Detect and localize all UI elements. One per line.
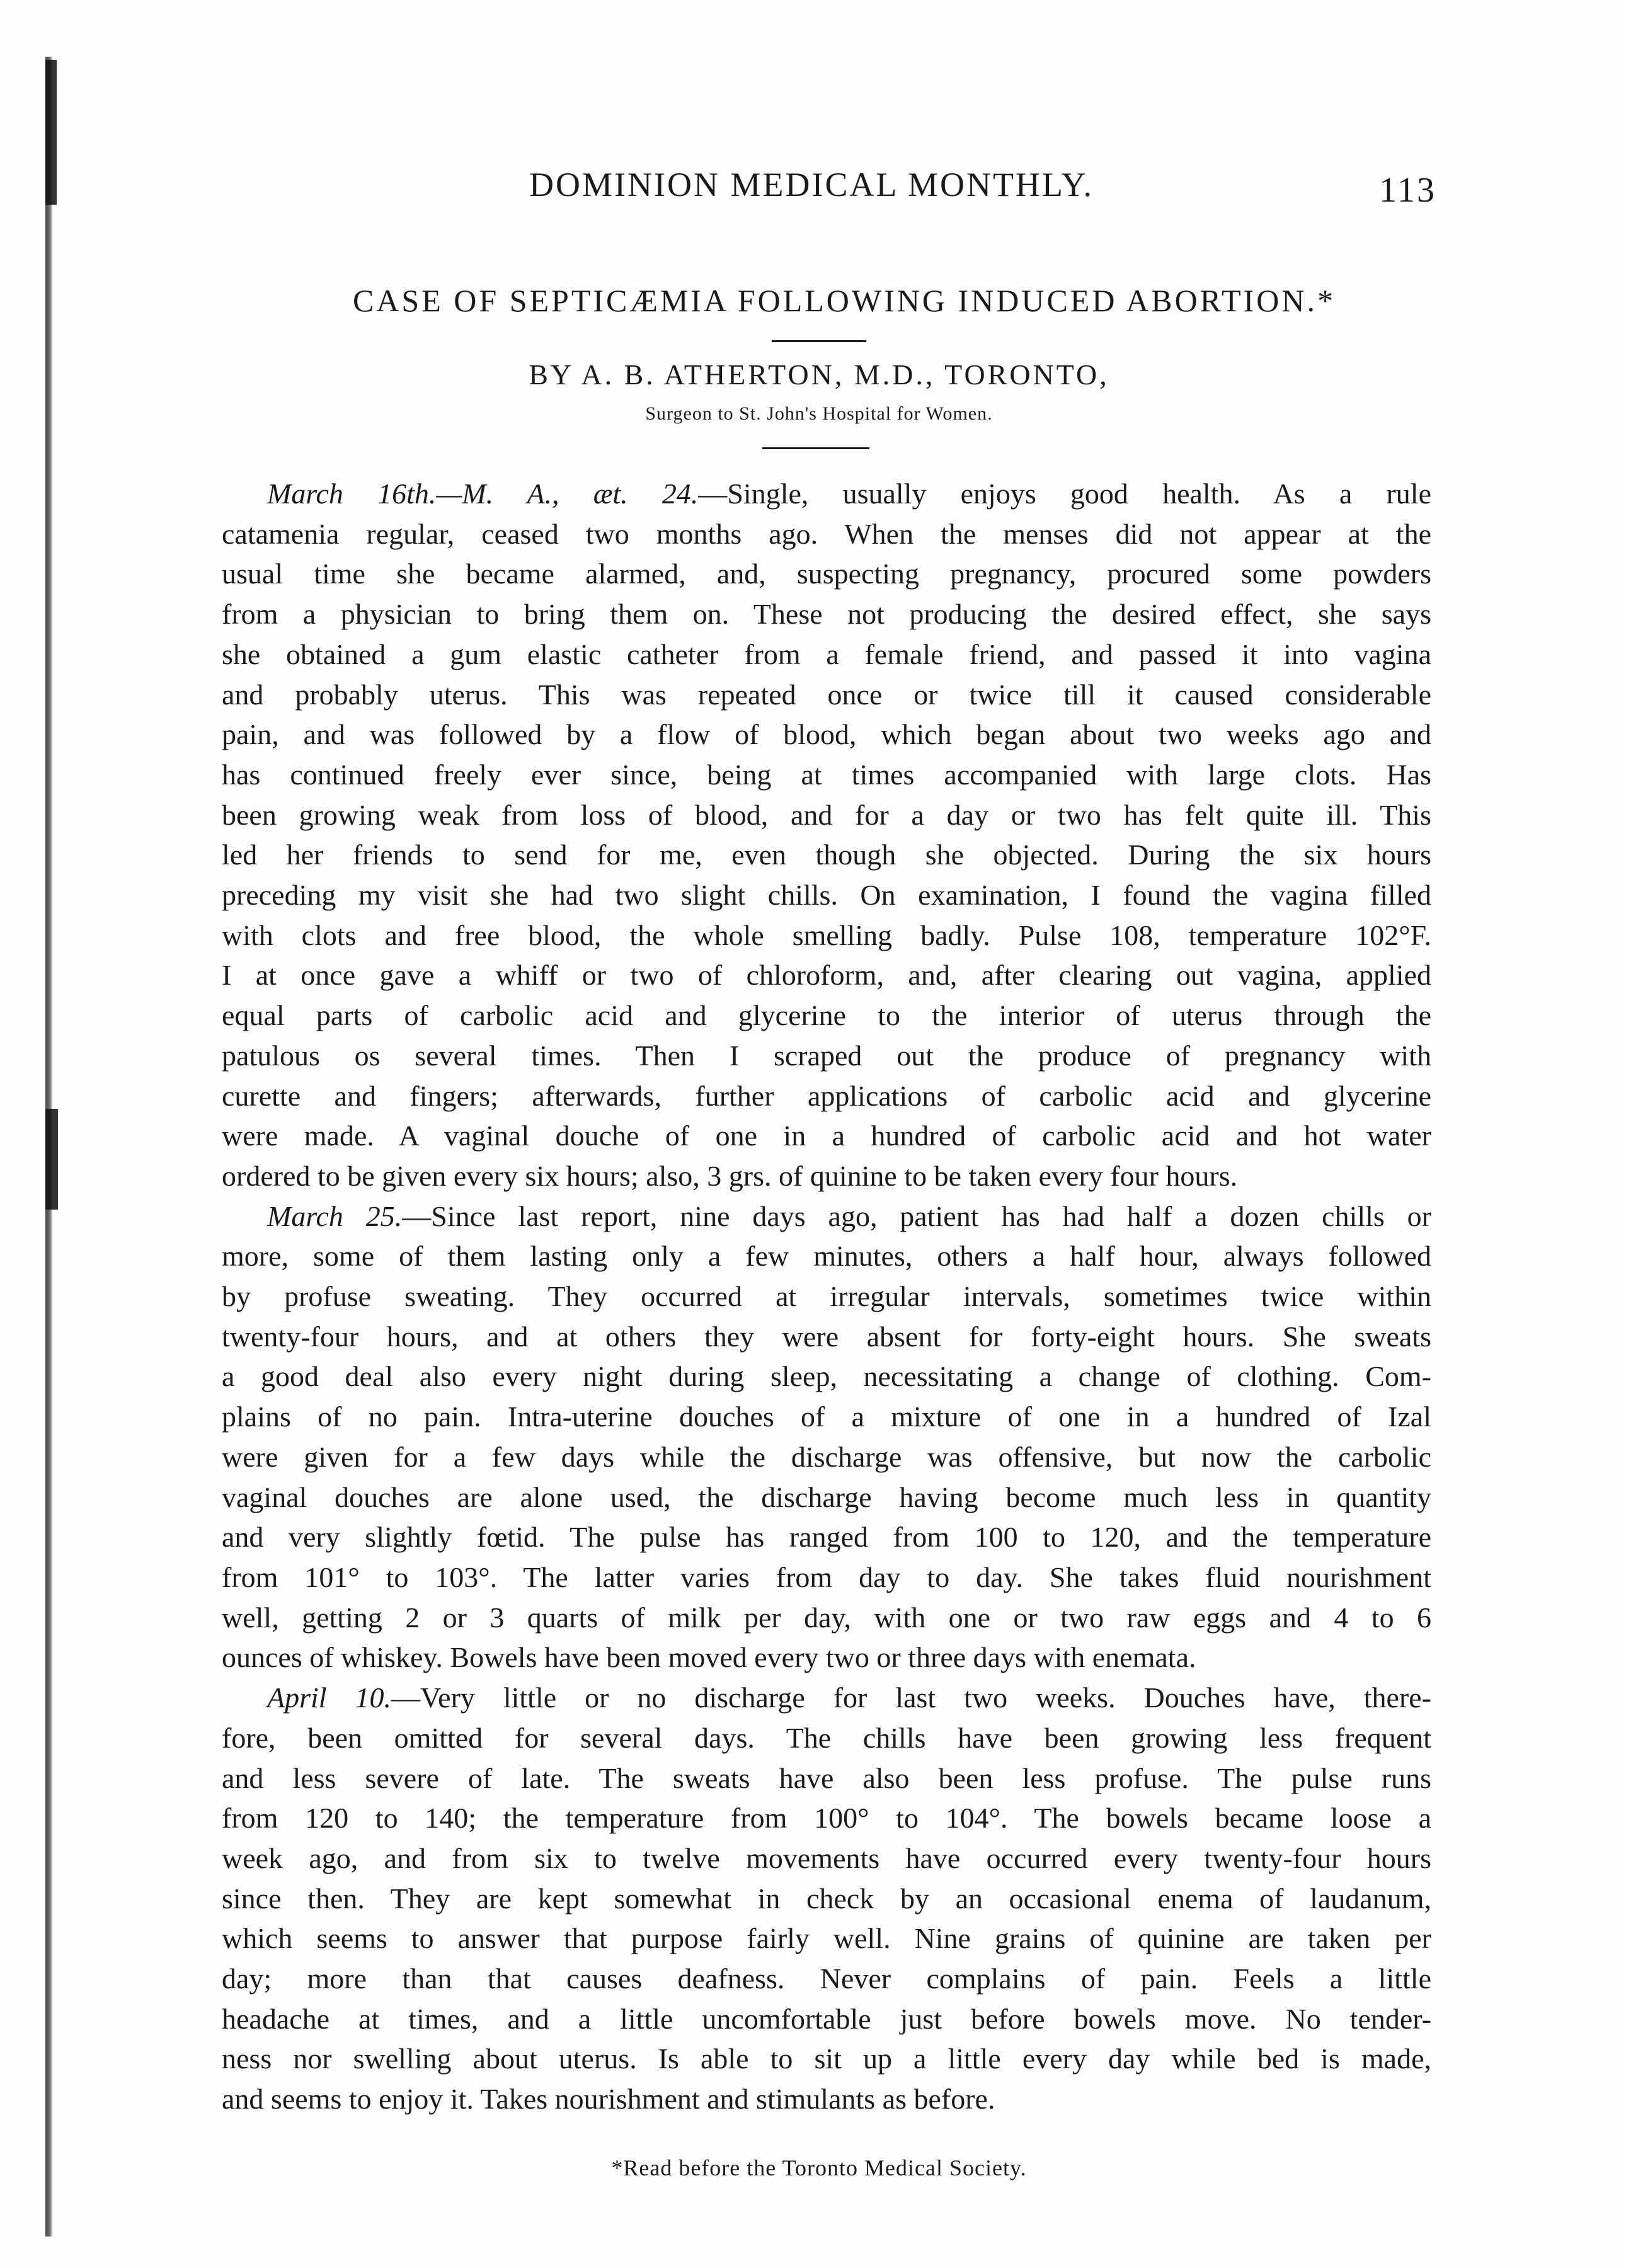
line-text: preceding my visit she had two slight chills. On examination, I found the vagina filled: [222, 879, 1431, 912]
footnote: *Read before the Toronto Medical Society.: [611, 2155, 1027, 2180]
text-line: [222, 795, 1431, 835]
title-rule: [772, 340, 866, 342]
line-text: and very slightly fœtid. The pulse has ranged from 100 to 120, and the temperature: [222, 1521, 1431, 1554]
line-text: which seems to answer that purpose fairly well. Nine grains of quinine are taken per: [222, 1922, 1431, 1955]
line-text: fore, been omitted for several days. The chills have been growing less frequent: [222, 1721, 1431, 1754]
text-line: [222, 1076, 1431, 1116]
line-text: vaginal douches are alone used, the discharge having become much less in quantity: [222, 1480, 1431, 1513]
byline-rule: [762, 447, 869, 449]
text-line: [222, 755, 1431, 795]
text-line: [222, 1116, 1431, 1156]
line-text: and probably uterus. This was repeated once or twice till it caused considerable: [222, 678, 1431, 711]
text-line: [222, 2079, 1431, 2119]
line-text: pain, and was followed by a flow of blood, which began about two weeks ago and: [222, 718, 1431, 751]
line-text: and less severe of late. The sweats have also been less profuse. The pulse runs: [222, 1761, 1431, 1794]
line-text: were given for a few days while the discharge was offensive, but now the carbolic: [222, 1440, 1431, 1473]
text-line: [222, 1517, 1431, 1557]
text-line: [222, 1557, 1431, 1598]
text-line: [222, 594, 1431, 634]
article-title: CASE OF SEPTICÆMIA FOLLOWING INDUCED ABORTION.*: [352, 283, 1336, 318]
text-line: [222, 714, 1431, 755]
line-text: equal parts of carbolic acid and glycerine to the interior of uterus through the: [222, 999, 1431, 1032]
text-line: [222, 1678, 1431, 1718]
line-text: curette and fingers; afterwards, further applications of carbolic acid and glycerine: [222, 1079, 1431, 1112]
text-line: [222, 1236, 1431, 1276]
line-text: from a physician to bring them on. These not producing the desired effect, she says: [222, 598, 1431, 631]
text-line: [222, 474, 1431, 514]
line-text: from 120 to 140; the temperature from 100° to 104°. The bowels became loose a: [222, 1802, 1431, 1835]
line-text: plains of no pain. Intra-uterine douches of a mixture of one in a hundred of Izal: [222, 1400, 1431, 1433]
text-line: [222, 1999, 1431, 2039]
line-text: led her friends to send for me, even though she objected. During the six hours: [222, 839, 1431, 871]
text-line: [222, 1317, 1431, 1357]
text-line: [222, 1918, 1431, 1959]
line-text: been growing weak from loss of blood, and for a day or two has felt quite ill. This: [222, 798, 1431, 831]
text-line: [222, 955, 1431, 995]
line-text: headache at times, and a little uncomfortable just before bowels move. No tender-: [222, 2002, 1431, 2035]
line-text: usual time she became alarmed, and, suspecting pregnancy, procured some powders: [222, 558, 1431, 590]
text-line: [222, 1959, 1431, 1999]
entry-date: March 16th.—M. A., æt. 24.: [267, 478, 699, 510]
author-affiliation: Surgeon to St. John's Hospital for Women.: [645, 403, 993, 424]
line-text: well, getting 2 or 3 quarts of milk per day, with one or two raw eggs and 4 to 6: [222, 1601, 1431, 1634]
text-line: [222, 1758, 1431, 1799]
binding-shadow-mid: [45, 1109, 58, 1210]
text-line: [222, 634, 1431, 675]
text-line: [222, 1196, 1431, 1237]
text-line: [222, 1798, 1431, 1838]
line-text: since then. They are kept somewhat in check by an occasional enema of laudanum,: [222, 1882, 1431, 1915]
text-line: [222, 1437, 1431, 1477]
line-text: ordered to be given every six hours; also, 3 grs. of quinine to be taken every four hours.: [222, 1159, 1238, 1192]
line-text: with clots and free blood, the whole smelling badly. Pulse 108, temperature 102°F.: [222, 919, 1431, 951]
line-text: ounces of whiskey. Bowels have been moved every two or three days with enemata.: [222, 1641, 1196, 1674]
text-line: [222, 1879, 1431, 1919]
text-line: [222, 1637, 1431, 1678]
line-text: day; more than that causes deafness. Never complains of pain. Feels a little: [222, 1962, 1431, 1995]
text-line: [222, 1156, 1431, 1196]
byline: BY A. B. ATHERTON, M.D., TORONTO,: [529, 358, 1109, 391]
entry-date: April 10.: [267, 1681, 392, 1714]
line-text: a good deal also every night during sleep, necessitating a change of clothing. Com-: [222, 1360, 1431, 1393]
line-text: she obtained a gum elastic catheter from a female friend, and passed it into vagina: [222, 638, 1431, 670]
line-text: —Very little or no discharge for last two weeks. Douches have, there-: [391, 1681, 1431, 1714]
line-text: patulous os several times. Then I scraped out the produce of pregnancy with: [222, 1039, 1431, 1072]
article-body: [222, 474, 1431, 2119]
line-text: by profuse sweating. They occurred at irregular intervals, sometimes twice within: [222, 1280, 1431, 1313]
paragraph-march-25: [222, 1196, 1431, 1678]
binding-shadow-top: [45, 60, 57, 205]
text-line: [222, 835, 1431, 875]
paragraph-march-16: [222, 474, 1431, 1196]
line-text: —Since last report, nine days ago, patient has had half a dozen chills or: [402, 1200, 1431, 1232]
line-text: from 101° to 103°. The latter varies from day to day. She takes fluid nourishment: [222, 1561, 1431, 1593]
text-line: [222, 1838, 1431, 1879]
line-text: I at once gave a whiff or two of chloroform, and, after clearing out vagina, applied: [222, 959, 1431, 992]
line-text: ness nor swelling about uterus. Is able to sit up a little every day while bed is made,: [222, 2042, 1431, 2075]
text-line: [222, 1036, 1431, 1076]
line-text: twenty-four hours, and at others they were absent for forty-eight hours. She sweats: [222, 1320, 1431, 1353]
text-line: [222, 1397, 1431, 1437]
line-text: —Single, usually enjoys good health. As a rule: [698, 478, 1431, 510]
text-line: [222, 675, 1431, 715]
text-line: [222, 2039, 1431, 2079]
line-text: catamenia regular, ceased two months ago. When the menses did not appear at the: [222, 517, 1431, 550]
line-text: week ago, and from six to twelve movements have occurred every twenty-four hours: [222, 1841, 1431, 1874]
line-text: more, some of them lasting only a few minutes, others a half hour, always followed: [222, 1240, 1431, 1273]
paragraph-april-10: [222, 1678, 1431, 2119]
text-line: [222, 1718, 1431, 1758]
line-text: were made. A vaginal douche of one in a hundred of carbolic acid and hot water: [222, 1120, 1431, 1152]
line-text: has continued freely ever since, being at times accompanied with large clots. Has: [222, 758, 1431, 791]
text-line: [222, 1477, 1431, 1518]
entry-date: March 25.: [267, 1200, 403, 1232]
text-line: [222, 875, 1431, 915]
page-number: 113: [1379, 171, 1436, 210]
text-line: [222, 1598, 1431, 1638]
text-line: [222, 995, 1431, 1036]
text-line: [222, 554, 1431, 594]
text-line: [222, 915, 1431, 956]
line-text: and seems to enjoy it. Takes nourishment and stimulants as before.: [222, 2083, 995, 2116]
text-line: [222, 1276, 1431, 1317]
text-line: [222, 514, 1431, 554]
text-line: [222, 1356, 1431, 1397]
journal-name: DOMINION MEDICAL MONTHLY.: [529, 166, 1094, 203]
running-header: [529, 165, 1436, 210]
